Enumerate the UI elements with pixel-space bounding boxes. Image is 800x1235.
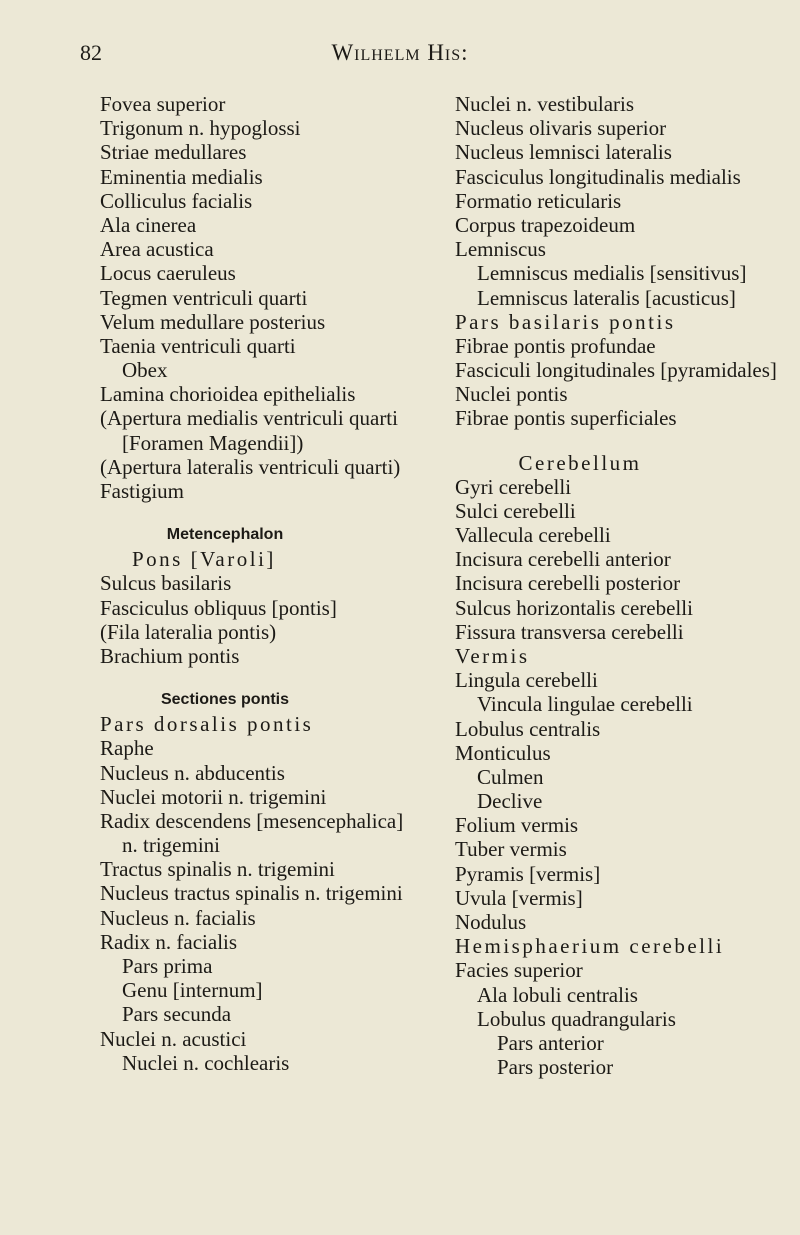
term: Velum medullare posterius (100, 309, 326, 334)
term: Lemniscus medialis [sensitivus] (477, 261, 747, 286)
term: Sulcus horizontalis cerebelli (455, 595, 693, 620)
term: Formatio reticularis (455, 188, 622, 213)
term: Pars posterior (497, 1055, 614, 1080)
term: Pars dorsalis pontis (100, 712, 314, 737)
term: Monticulus (455, 740, 551, 765)
term: Fasciculus longitudinalis medialis (455, 164, 741, 189)
term: Pars basilaris pontis (455, 309, 676, 334)
term: Hemisphaerium cerebelli (455, 934, 725, 959)
section-heading-cerebellum: Cerebellum (518, 450, 642, 475)
left-column (100, 92, 440, 1075)
term: Genu [internum] (122, 978, 263, 1003)
term: Colliculus facialis (100, 188, 253, 213)
term: Sulcus basilaris (100, 571, 232, 596)
term: Facies superior (455, 958, 583, 983)
term: n. trigemini (122, 833, 220, 858)
term: Nuclei pontis (455, 382, 568, 407)
term: Tractus spinalis n. trigemini (100, 857, 335, 882)
term: Striae medullares (100, 140, 247, 165)
term: Tegmen ventriculi quarti (100, 285, 308, 310)
term: Lemniscus lateralis [acusticus] (477, 285, 736, 310)
term: Folium vermis (455, 813, 579, 838)
term: Fibrae pontis superficiales (455, 406, 677, 431)
term: Ala lobuli centralis (477, 982, 638, 1007)
term: Sulci cerebelli (455, 498, 576, 523)
running-head: Wilhelm His: (331, 40, 469, 65)
term: Nodulus (455, 910, 527, 934)
term: (Apertura lateralis ventriculi quarti) (100, 454, 401, 479)
term: Incisura cerebelli posterior (455, 571, 681, 596)
term: Fastigium (100, 479, 185, 503)
term: Lamina chorioidea epithelialis (100, 382, 356, 407)
term: [Foramen Magendii]) (122, 430, 304, 455)
term: Ala cinerea (100, 212, 197, 237)
term: Nuclei n. cochlearis (122, 1050, 290, 1075)
term: Lemniscus (455, 237, 546, 262)
term: Pyramis [vermis] (455, 861, 601, 886)
term: Nucleus lemnisci lateralis (455, 140, 672, 165)
term: Radix descendens [mesencephalica] (100, 808, 404, 833)
term: Culmen (477, 764, 544, 789)
term: Gyri cerebelli (455, 474, 572, 499)
term: Raphe (100, 736, 154, 761)
term: Vermis (455, 643, 530, 668)
term: (Apertura medialis ventriculi quarti (100, 406, 398, 431)
term: Uvula [vermis] (455, 885, 583, 910)
term: Nucleus olivaris superior (455, 116, 667, 141)
term: Nuclei n. vestibularis (455, 92, 635, 116)
term: Trigonum n. hypoglossi (100, 116, 301, 141)
term: Brachium pontis (100, 643, 240, 668)
term: Incisura cerebelli anterior (455, 547, 671, 572)
term: Obex (122, 358, 168, 383)
term: Pars secunda (122, 1002, 232, 1027)
section-heading-sectiones-pontis: Sectiones pontis (160, 691, 290, 709)
term: Fasciculus obliquus [pontis] (100, 595, 337, 620)
term: Declive (477, 789, 543, 814)
term: Fibrae pontis profundae (455, 333, 656, 358)
term: Pons [Varoli] (132, 547, 276, 572)
term: Fovea superior (100, 92, 226, 116)
term: Lobulus quadrangularis (477, 1006, 676, 1031)
term: Nuclei n. acustici (100, 1026, 247, 1051)
section-heading-metencephalon: Metencephalon (166, 526, 284, 544)
page-number: 82 (80, 40, 102, 65)
term: Vallecula cerebelli (455, 523, 611, 547)
page-header (0, 40, 800, 70)
term: Area acustica (100, 237, 214, 262)
term: Nucleus tractus spinalis n. trigemini (100, 881, 403, 906)
term: Lingula cerebelli (455, 668, 598, 693)
term: Locus caeruleus (100, 261, 236, 286)
term: Nucleus n. abducentis (100, 760, 285, 785)
term: Radix n. facialis (100, 929, 238, 954)
term: Tuber vermis (455, 837, 567, 862)
right-column (455, 92, 800, 1079)
term: Pars prima (122, 954, 213, 978)
term: Corpus trapezoideum (455, 212, 636, 237)
term: Lobulus centralis (455, 716, 601, 741)
term: Nucleus n. facialis (100, 905, 256, 930)
term-pons (100, 547, 440, 571)
term: Nuclei motorii n. trigemini (100, 784, 327, 809)
term: Vincula lingulae cerebelli (477, 692, 693, 717)
term: Pars anterior (497, 1030, 604, 1055)
term: Eminentia medialis (100, 164, 263, 189)
term: Fissura transversa cerebelli (455, 619, 684, 644)
term: Taenia ventriculi quarti (100, 333, 296, 358)
term: Fasciculi longitudinales [pyramidales] (455, 358, 777, 383)
term: (Fila lateralia pontis) (100, 619, 277, 644)
